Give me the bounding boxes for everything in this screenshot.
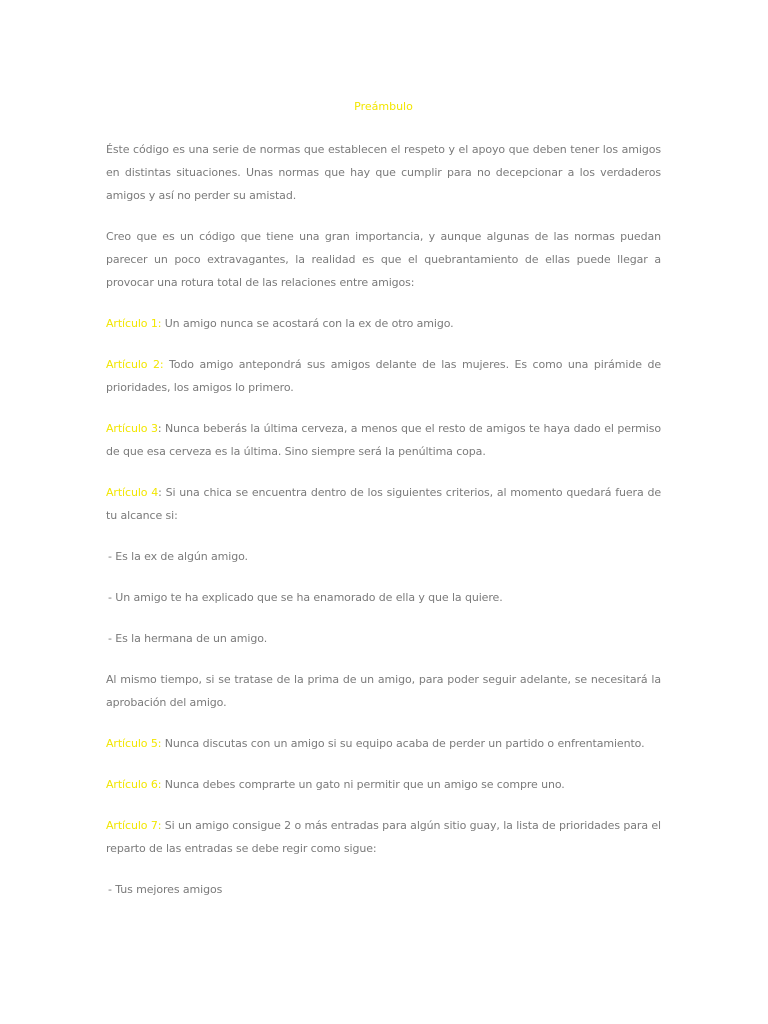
- article-5-label: Artículo 5:: [106, 737, 162, 750]
- document-page: [106, 98, 661, 919]
- article-7-label: Artículo 7:: [106, 819, 162, 832]
- article-1-text: Un amigo nunca se acostará con la ex de otro amigo.: [161, 317, 454, 330]
- priority-item-1: - Tus mejores amigos: [108, 883, 223, 896]
- article-4-text: : Si una chica se encuentra dentro de los siguientes criterios, al momento quedará fuera de tu alcance si:: [106, 486, 661, 522]
- article-3-text: : Nunca beberás la última cerveza, a menos que el resto de amigos te haya dado el permiso de que esa cerveza es la última. Sino siempre será la penúltima copa.: [106, 422, 662, 458]
- article-2-text: Todo amigo antepondrá sus amigos delante de las mujeres. Es como una pirámide de prioridades, los amigos lo primero.: [106, 358, 661, 394]
- article-5-text: Nunca discutas con un amigo si su equipo acaba de perder un partido o enfrentamiento.: [161, 737, 645, 750]
- article-2-label: Artículo 2:: [106, 358, 164, 371]
- article-1: [106, 312, 661, 335]
- intro-paragraph-2: Creo que es un código que tiene una gran importancia, y aunque algunas de las normas puedan parecer un poco extravagantes, la realidad es que el quebrantamiento de ellas puede llegar a provocar una rotura total de las relaciones entre amigos:: [106, 230, 661, 289]
- article-4-label: Artículo 4: [106, 486, 159, 499]
- cousin-note: Al mismo tiempo, si se tratase de la prima de un amigo, para poder seguir adelante, se necesitará la aprobación del amigo.: [106, 673, 661, 709]
- document-title: Preámbulo: [354, 100, 413, 113]
- criteria-item-2: - Un amigo te ha explicado que se ha enamorado de ella y que la quiere.: [108, 591, 503, 604]
- criteria-item-3: - Es la hermana de un amigo.: [108, 632, 268, 645]
- article-3: [106, 417, 661, 463]
- article-6-label: Artículo 6:: [106, 778, 162, 791]
- article-5: [106, 732, 661, 755]
- intro-paragraph-1: Éste código es una serie de normas que establecen el respeto y el apoyo que deben tener los amigos en distintas situaciones. Unas normas que hay que cumplir para no decepcionar a los verdaderos amigos y así no perder su amistad.: [106, 143, 661, 202]
- article-2: [106, 353, 661, 399]
- article-3-label: Artículo 3: [106, 422, 158, 435]
- article-6-text: Nunca debes comprarte un gato ni permitir que un amigo se compre uno.: [161, 778, 565, 791]
- criteria-item-1: - Es la ex de algún amigo.: [108, 550, 248, 563]
- article-7: [106, 814, 661, 860]
- article-6: [106, 773, 661, 796]
- article-4: [106, 481, 661, 527]
- article-7-text: Si un amigo consigue 2 o más entradas para algún sitio guay, la lista de prioridades para el reparto de las entradas se debe regir como sigue:: [106, 819, 661, 855]
- article-1-label: Artículo 1:: [106, 317, 162, 330]
